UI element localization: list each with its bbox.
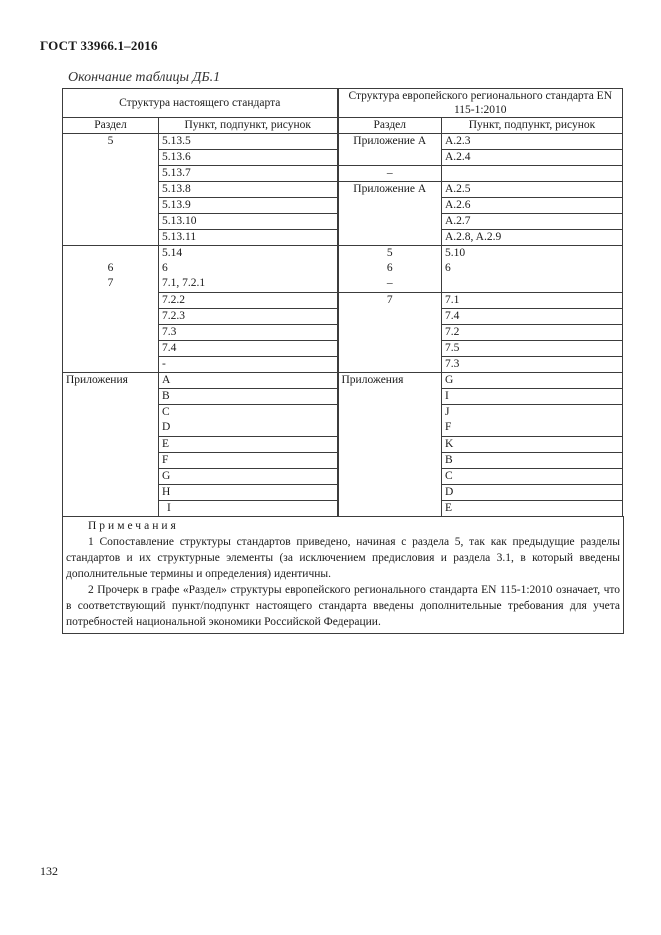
- left-section-cell: 5: [63, 134, 159, 246]
- left-item-cell: 5.13.7: [159, 166, 338, 182]
- table-row: [63, 246, 623, 293]
- left-item-cell: 7.4: [159, 341, 338, 357]
- left-item-cell: -: [159, 357, 338, 373]
- right-item-cell: G: [442, 373, 623, 389]
- left-item-cell: H: [159, 485, 338, 501]
- left-item-cell: F: [159, 453, 338, 469]
- right-item-cell: [442, 166, 623, 182]
- right-item-cell: 7.3: [442, 357, 623, 373]
- col-header-left-item: Пункт, подпункт, рисунок: [159, 118, 338, 134]
- left-item-cell: 5.13.5: [159, 134, 338, 150]
- page-number: 132: [40, 864, 58, 878]
- right-item-cell: A.2.8, A.2.9: [442, 230, 623, 246]
- right-item-cell: 7.5: [442, 341, 623, 357]
- left-item-cell: 7.2.3: [159, 309, 338, 325]
- left-item-cell: 7.2.2: [159, 293, 338, 309]
- left-item-cell: C D: [159, 405, 338, 437]
- table-row: [63, 134, 623, 150]
- note-2: 2 Прочерк в графе «Раздел» структуры европейского регионального стандарта EN 115-1:2010 означает, что в соответствующий пункт/подпункт настоящего стандарта введены дополнительные требования для учета потребностей национальной экономики Российской Федерации.: [66, 584, 620, 628]
- notes-box: [62, 516, 624, 634]
- right-item-cell: A.2.6: [442, 198, 623, 214]
- left-item-cell: 5.13.11: [159, 230, 338, 246]
- left-item-cell: 7.3: [159, 325, 338, 341]
- table-caption: Окончание таблицы ДБ.1: [68, 70, 221, 85]
- left-item-cell: 5.13.9: [159, 198, 338, 214]
- right-item-cell: 7.2: [442, 325, 623, 341]
- col-header-right-section: Раздел: [338, 118, 442, 134]
- col-header-left-section: Раздел: [63, 118, 159, 134]
- right-item-cell: E: [442, 501, 623, 517]
- right-item-cell: A.2.3: [442, 134, 623, 150]
- right-item-cell: B: [442, 453, 623, 469]
- left-item-cell: 5.13.6: [159, 150, 338, 166]
- right-item-cell: I: [442, 389, 623, 405]
- comparison-table: [62, 88, 623, 517]
- note-1: 1 Сопоставление структуры стандартов приведено, начиная с раздела 5, так как предыдущие разделы стандартов и их структурные элементы (за исключением предисловия и раздела 3.1, в который введены дополнительные термины и определения) идентичны.: [66, 536, 620, 580]
- right-section-cell: Приложение A: [338, 182, 442, 246]
- left-item-cell: E: [159, 437, 338, 453]
- right-section-cell: Приложения: [338, 373, 442, 517]
- left-section-cell: 6 7: [63, 246, 159, 373]
- col-header-right-item: Пункт, подпункт, рисунок: [442, 118, 623, 134]
- right-item-cell: 5.10 6: [442, 246, 623, 293]
- right-section-cell: –: [338, 166, 442, 182]
- right-item-cell: 7.4: [442, 309, 623, 325]
- table-group-header-row: [63, 89, 623, 118]
- right-item-cell: A.2.4: [442, 150, 623, 166]
- right-item-cell: J F: [442, 405, 623, 437]
- right-section-cell: 5 6 –: [338, 246, 442, 293]
- right-section-cell: Приложение A: [338, 134, 442, 166]
- right-section-cell: 7: [338, 293, 442, 373]
- right-group-header: Структура европейского регионального стандарта EN 115-1:2010: [338, 89, 623, 118]
- right-item-cell: A.2.7: [442, 214, 623, 230]
- table-row: [63, 373, 623, 389]
- left-item-cell: A: [159, 373, 338, 389]
- right-item-cell: K: [442, 437, 623, 453]
- left-item-cell: I: [159, 501, 338, 517]
- left-item-cell: 5.13.8: [159, 182, 338, 198]
- left-item-cell: 5.14 6 7.1, 7.2.1: [159, 246, 338, 293]
- right-item-cell: C: [442, 469, 623, 485]
- left-group-header: Структура настоящего стандарта: [63, 89, 338, 118]
- table-column-header-row: [63, 118, 623, 134]
- notes-title: Примечания: [88, 520, 179, 532]
- left-item-cell: B: [159, 389, 338, 405]
- left-section-cell: Приложения: [63, 373, 159, 517]
- left-item-cell: 5.13.10: [159, 214, 338, 230]
- right-item-cell: A.2.5: [442, 182, 623, 198]
- right-item-cell: 7.1: [442, 293, 623, 309]
- right-item-cell: D: [442, 485, 623, 501]
- document-header: ГОСТ 33966.1–2016: [40, 38, 158, 53]
- left-item-cell: G: [159, 469, 338, 485]
